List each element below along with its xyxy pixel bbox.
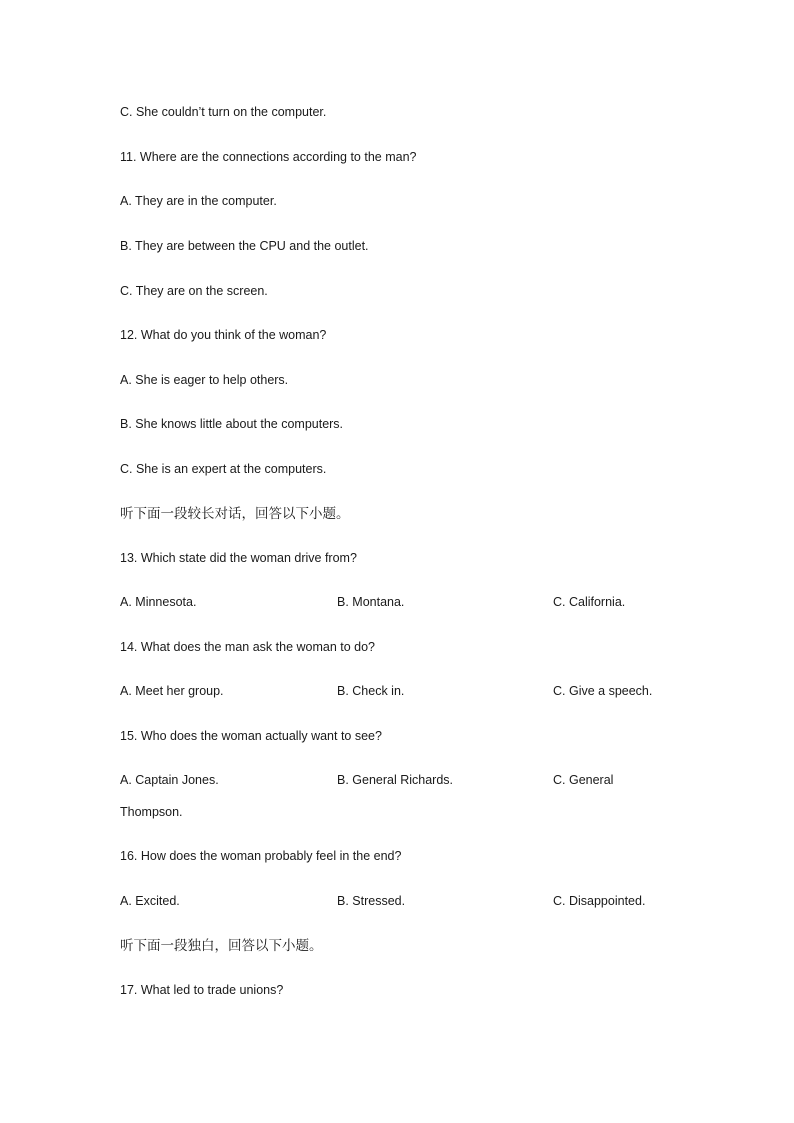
question-12: 12. What do you think of the woman? [120, 328, 327, 342]
option-a-q11: A. They are in the computer. [120, 194, 277, 208]
option-b-q13: B. Montana. [337, 595, 405, 609]
option-a-q12: A. She is eager to help others. [120, 373, 289, 387]
option-b-q16: B. Stressed. [337, 894, 406, 908]
option-b-q14: B. Check in. [337, 684, 405, 698]
option-a-q16: A. Excited. [120, 894, 180, 908]
option-b-q12: B. She knows little about the computers. [120, 417, 344, 431]
option-b-q11: B. They are between the CPU and the outlet. [120, 239, 369, 253]
option-b-q15: B. General Richards. [337, 773, 454, 787]
question-15: 15. Who does the woman actually want to see? [120, 729, 382, 743]
option-c-q11: C. They are on the screen. [120, 284, 268, 298]
option-c-q12: C. She is an expert at the computers. [120, 462, 327, 476]
section-heading-dialogue: 听下面一段较长对话，回答以下小题。 [120, 506, 350, 521]
option-a-q13: A. Minnesota. [120, 595, 197, 609]
option-c-q13: C. California. [553, 595, 626, 609]
option-c-q14: C. Give a speech. [553, 684, 653, 698]
option-c-q15-continuation: Thompson. [120, 805, 183, 819]
question-16: 16. How does the woman probably feel in the end? [120, 849, 402, 863]
question-13: 13. Which state did the woman drive from? [120, 551, 357, 565]
option-c-q15: C. General [553, 773, 614, 787]
question-17: 17. What led to trade unions? [120, 983, 284, 997]
option-a-q14: A. Meet her group. [120, 684, 224, 698]
question-14: 14. What does the man ask the woman to do? [120, 640, 376, 654]
option-a-q15: A. Captain Jones. [120, 773, 219, 787]
option-c-q10: C. She couldn’t turn on the computer. [120, 105, 327, 119]
option-c-q16: C. Disappointed. [553, 894, 646, 908]
question-11: 11. Where are the connections according to the man? [120, 150, 417, 164]
section-heading-monologue: 听下面一段独白，回答以下小题。 [120, 938, 323, 953]
